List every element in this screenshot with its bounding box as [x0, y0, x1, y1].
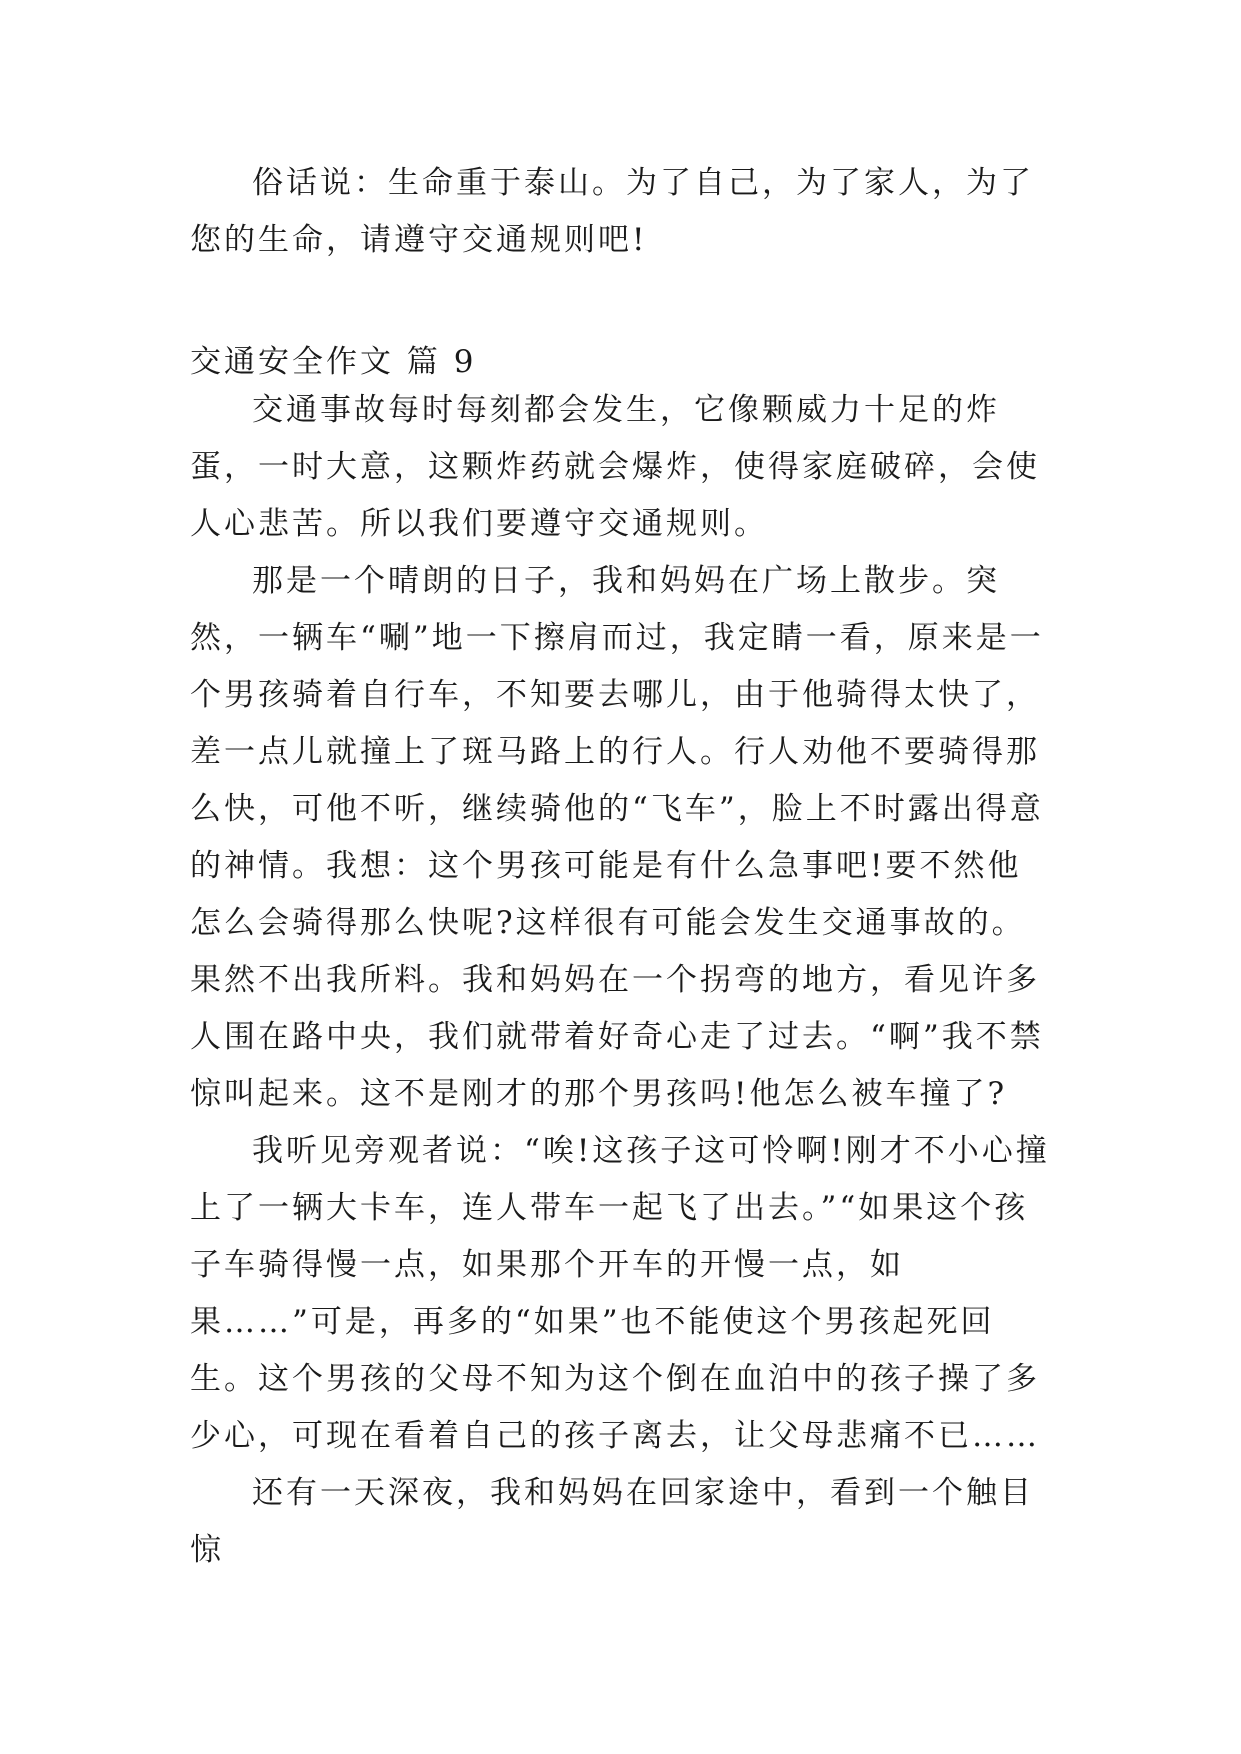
- intro-paragraph: 俗话说：生命重于泰山。为了自己，为了家人，为了您的生命，请遵守交通规则吧!: [190, 165, 1034, 258]
- body-paragraph-4: 还有一天深夜，我和妈妈在回家途中，看到一个触目惊: [190, 1475, 1034, 1568]
- body-paragraph-1: 交通事故每时每刻都会发生，它像颗威力十足的炸蛋，一时大意，这颗炸药就会爆炸，使得家庭破碎，会使人心悲苦。所以我们要遵守交通规则。: [190, 392, 1040, 542]
- body-paragraph-2: 那是一个晴朗的日子，我和妈妈在广场上散步。突然，一辆车“唰”地一下擦肩而过，我定睛一看，原来是一个男孩骑着自行车，不知要去哪儿，由于他骑得太快了，差一点儿就撞上了斑马路上的行人。行人劝他不要骑得那么快，可他不听，继续骑他的“飞车”，脸上不时露出得意的神情。我想：这个男孩可能是有什么急事吧!要不然他怎么会骑得那么快呢?这样很有可能会发生交通事故的。果然不出我所料。我和妈妈在一个拐弯的地方，看见许多人围在路中央，我们就带着好奇心走了过去。“啊”我不禁惊叫起来。这不是刚才的那个男孩吗!他怎么被车撞了?: [190, 563, 1044, 1112]
- body-paragraph-3: 我听见旁观者说：“唉!这孩子这可怜啊!刚才不小心撞上了一辆大卡车，连人带车一起飞了出去。”“如果这个孩子车骑得慢一点，如果那个开车的开慢一点，如果……”可是，再多的“如果”也不能使这个男孩起死回生。这个男孩的父母不知为这个倒在血泊中的孩子操了多少心，可现在看着自己的孩子离去，让父母悲痛不已……: [190, 1133, 1050, 1454]
- essay-body: [190, 382, 1052, 1579]
- intro-block: [190, 155, 1052, 269]
- section-title: 交通安全作文 篇 9: [190, 344, 477, 380]
